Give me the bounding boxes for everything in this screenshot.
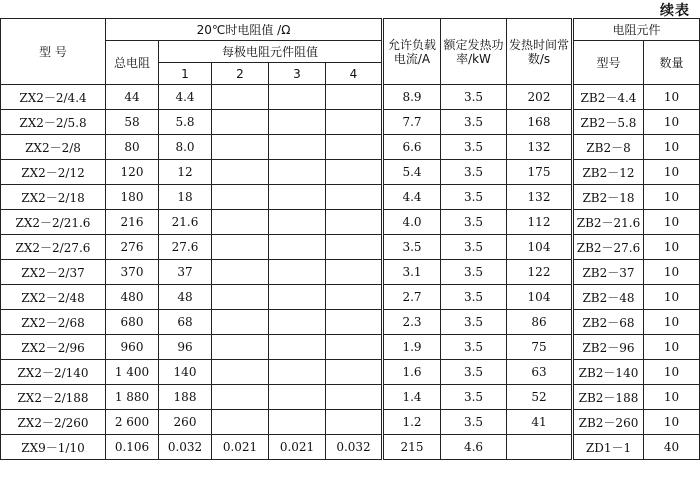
header-stage-1: 1 — [159, 63, 212, 85]
cell-total-resistance: 180 — [106, 185, 159, 210]
cell-total-resistance: 80 — [106, 135, 159, 160]
cell-quantity: 40 — [644, 435, 700, 460]
table-row — [1, 310, 700, 335]
cell-model: ZX2－2/5.8 — [1, 110, 106, 135]
cell-time-constant: 168 — [507, 110, 573, 135]
cell-quantity: 10 — [644, 160, 700, 185]
cell-rated-power: 3.5 — [441, 135, 507, 160]
table-row — [1, 110, 700, 135]
cell-stage-3 — [269, 235, 326, 260]
cell-stage-2 — [212, 285, 269, 310]
cell-rated-power: 3.5 — [441, 185, 507, 210]
cell-time-constant: 75 — [507, 335, 573, 360]
table-row — [1, 410, 700, 435]
cell-time-constant: 122 — [507, 260, 573, 285]
cell-total-resistance: 480 — [106, 285, 159, 310]
cell-allowed-current: 1.4 — [383, 385, 441, 410]
cell-model: ZX2－2/12 — [1, 160, 106, 185]
cell-time-constant: 104 — [507, 285, 573, 310]
header-per-stage-group: 每极电阻元件阻值 — [159, 41, 383, 63]
cell-allowed-current: 8.9 — [383, 85, 441, 110]
cell-total-resistance: 1 880 — [106, 385, 159, 410]
cell-stage-2 — [212, 85, 269, 110]
cell-element-model: ZB2－4.4 — [573, 85, 644, 110]
cell-time-constant: 41 — [507, 410, 573, 435]
cell-model: ZX2－2/18 — [1, 185, 106, 210]
cell-total-resistance: 0.106 — [106, 435, 159, 460]
cell-quantity: 10 — [644, 360, 700, 385]
cell-allowed-current: 3.5 — [383, 235, 441, 260]
cell-time-constant: 52 — [507, 385, 573, 410]
cell-allowed-current: 2.3 — [383, 310, 441, 335]
cell-total-resistance: 276 — [106, 235, 159, 260]
cell-allowed-current: 7.7 — [383, 110, 441, 135]
cell-rated-power: 3.5 — [441, 410, 507, 435]
cell-stage-2 — [212, 210, 269, 235]
cell-model: ZX2－2/27.6 — [1, 235, 106, 260]
cell-time-constant: 86 — [507, 310, 573, 335]
cell-stage-1: 0.032 — [159, 435, 212, 460]
cell-stage-3 — [269, 110, 326, 135]
table-row — [1, 260, 700, 285]
cell-stage-1: 188 — [159, 385, 212, 410]
table-row — [1, 335, 700, 360]
cell-stage-1: 12 — [159, 160, 212, 185]
cell-element-model: ZB2－18 — [573, 185, 644, 210]
cell-quantity: 10 — [644, 260, 700, 285]
cell-total-resistance: 58 — [106, 110, 159, 135]
cell-stage-3 — [269, 310, 326, 335]
cell-allowed-current: 1.9 — [383, 335, 441, 360]
cell-element-model: ZD1－1 — [573, 435, 644, 460]
cell-element-model: ZB2－5.8 — [573, 110, 644, 135]
cell-stage-4 — [326, 335, 383, 360]
cell-stage-1: 140 — [159, 360, 212, 385]
cell-quantity: 10 — [644, 310, 700, 335]
cell-total-resistance: 370 — [106, 260, 159, 285]
cell-element-model: ZB2－96 — [573, 335, 644, 360]
cell-model: ZX2－2/260 — [1, 410, 106, 435]
table-row — [1, 235, 700, 260]
cell-quantity: 10 — [644, 210, 700, 235]
cell-stage-4 — [326, 360, 383, 385]
cell-stage-2 — [212, 310, 269, 335]
cell-stage-4 — [326, 85, 383, 110]
cell-stage-3 — [269, 410, 326, 435]
header-stage-3: 3 — [269, 63, 326, 85]
cell-stage-2: 0.021 — [212, 435, 269, 460]
cell-time-constant: 104 — [507, 235, 573, 260]
cell-time-constant: 132 — [507, 185, 573, 210]
cell-stage-4 — [326, 285, 383, 310]
cell-rated-power: 3.5 — [441, 110, 507, 135]
cell-rated-power: 3.5 — [441, 385, 507, 410]
cell-model: ZX2－2/48 — [1, 285, 106, 310]
cell-element-model: ZB2－188 — [573, 385, 644, 410]
cell-stage-1: 21.6 — [159, 210, 212, 235]
cell-element-model: ZB2－8 — [573, 135, 644, 160]
cell-stage-3 — [269, 85, 326, 110]
table-row — [1, 160, 700, 185]
cell-quantity: 10 — [644, 410, 700, 435]
cell-element-model: ZB2－260 — [573, 410, 644, 435]
table-row — [1, 185, 700, 210]
cell-stage-2 — [212, 160, 269, 185]
header-stage-2: 2 — [212, 63, 269, 85]
cell-stage-1: 260 — [159, 410, 212, 435]
table-row — [1, 85, 700, 110]
cell-allowed-current: 1.6 — [383, 360, 441, 385]
header-total-resistance: 总电阻 — [106, 41, 159, 85]
cell-stage-4 — [326, 160, 383, 185]
cell-stage-1: 48 — [159, 285, 212, 310]
cell-rated-power: 3.5 — [441, 335, 507, 360]
cell-stage-3 — [269, 210, 326, 235]
table-row — [1, 360, 700, 385]
cell-stage-1: 96 — [159, 335, 212, 360]
cell-stage-1: 27.6 — [159, 235, 212, 260]
table-row — [1, 135, 700, 160]
cell-stage-1: 4.4 — [159, 85, 212, 110]
cell-model: ZX2－2/8 — [1, 135, 106, 160]
cell-allowed-current: 5.4 — [383, 160, 441, 185]
cell-stage-3 — [269, 335, 326, 360]
cell-stage-4 — [326, 310, 383, 335]
cell-element-model: ZB2－12 — [573, 160, 644, 185]
cell-stage-2 — [212, 410, 269, 435]
cell-allowed-current: 4.4 — [383, 185, 441, 210]
cell-stage-1: 18 — [159, 185, 212, 210]
cell-stage-4 — [326, 260, 383, 285]
cell-total-resistance: 680 — [106, 310, 159, 335]
continued-label: 续表 — [660, 3, 690, 19]
cell-rated-power: 3.5 — [441, 210, 507, 235]
cell-time-constant: 175 — [507, 160, 573, 185]
cell-rated-power: 3.5 — [441, 360, 507, 385]
cell-model: ZX9－1/10 — [1, 435, 106, 460]
cell-element-model: ZB2－68 — [573, 310, 644, 335]
cell-stage-4 — [326, 185, 383, 210]
cell-total-resistance: 1 400 — [106, 360, 159, 385]
header-allowed-current — [383, 19, 441, 85]
header-model: 型 号 — [1, 19, 106, 85]
cell-rated-power: 3.5 — [441, 310, 507, 335]
cell-total-resistance: 216 — [106, 210, 159, 235]
cell-time-constant: 63 — [507, 360, 573, 385]
cell-model: ZX2－2/96 — [1, 335, 106, 360]
cell-total-resistance: 2 600 — [106, 410, 159, 435]
cell-stage-4 — [326, 410, 383, 435]
cell-stage-3 — [269, 360, 326, 385]
cell-rated-power: 3.5 — [441, 285, 507, 310]
cell-stage-4 — [326, 210, 383, 235]
header-element-group: 电阻元件 — [573, 19, 700, 41]
cell-stage-4 — [326, 110, 383, 135]
header-resistance-group: 20℃时电阻值 /Ω — [106, 19, 383, 41]
cell-stage-1: 68 — [159, 310, 212, 335]
header-rated-power — [441, 19, 507, 85]
header-quantity: 数量 — [644, 41, 700, 85]
cell-stage-3 — [269, 260, 326, 285]
header-time-constant — [507, 19, 573, 85]
cell-quantity: 10 — [644, 335, 700, 360]
cell-model: ZX2－2/21.6 — [1, 210, 106, 235]
cell-time-constant: 112 — [507, 210, 573, 235]
cell-quantity: 10 — [644, 285, 700, 310]
cell-stage-2 — [212, 135, 269, 160]
cell-stage-4 — [326, 385, 383, 410]
cell-rated-power: 3.5 — [441, 160, 507, 185]
table-row — [1, 285, 700, 310]
cell-element-model: ZB2－48 — [573, 285, 644, 310]
table-row — [1, 435, 700, 460]
cell-stage-4: 0.032 — [326, 435, 383, 460]
cell-allowed-current: 3.1 — [383, 260, 441, 285]
cell-stage-3: 0.021 — [269, 435, 326, 460]
resistor-spec-table — [0, 18, 700, 460]
cell-quantity: 10 — [644, 110, 700, 135]
cell-element-model: ZB2－21.6 — [573, 210, 644, 235]
cell-model: ZX2－2/4.4 — [1, 85, 106, 110]
cell-time-constant — [507, 435, 573, 460]
cell-stage-4 — [326, 135, 383, 160]
cell-stage-4 — [326, 235, 383, 260]
cell-rated-power: 3.5 — [441, 85, 507, 110]
cell-stage-2 — [212, 235, 269, 260]
cell-total-resistance: 44 — [106, 85, 159, 110]
cell-stage-2 — [212, 385, 269, 410]
cell-element-model: ZB2－27.6 — [573, 235, 644, 260]
cell-quantity: 10 — [644, 85, 700, 110]
header-time-constant-text: 发热时间常数/s — [508, 37, 569, 66]
table-row — [1, 385, 700, 410]
header-rated-power-text: 额定发热功率/kW — [443, 37, 504, 66]
cell-allowed-current: 1.2 — [383, 410, 441, 435]
cell-stage-3 — [269, 185, 326, 210]
cell-total-resistance: 960 — [106, 335, 159, 360]
cell-quantity: 10 — [644, 185, 700, 210]
cell-allowed-current: 2.7 — [383, 285, 441, 310]
table-body — [1, 85, 700, 460]
header-stage-4: 4 — [326, 63, 383, 85]
cell-stage-3 — [269, 135, 326, 160]
cell-stage-2 — [212, 260, 269, 285]
cell-quantity: 10 — [644, 235, 700, 260]
cell-stage-1: 37 — [159, 260, 212, 285]
cell-time-constant: 202 — [507, 85, 573, 110]
cell-model: ZX2－2/140 — [1, 360, 106, 385]
cell-stage-3 — [269, 385, 326, 410]
cell-allowed-current: 6.6 — [383, 135, 441, 160]
cell-model: ZX2－2/37 — [1, 260, 106, 285]
cell-stage-1: 5.8 — [159, 110, 212, 135]
cell-allowed-current: 215 — [383, 435, 441, 460]
cell-stage-2 — [212, 360, 269, 385]
cell-allowed-current: 4.0 — [383, 210, 441, 235]
cell-model: ZX2－2/188 — [1, 385, 106, 410]
cell-stage-2 — [212, 335, 269, 360]
cell-time-constant: 132 — [507, 135, 573, 160]
cell-element-model: ZB2－140 — [573, 360, 644, 385]
table-row — [1, 210, 700, 235]
header-allowed-current-text: 允许负载电流/A — [387, 37, 436, 66]
cell-rated-power: 3.5 — [441, 260, 507, 285]
cell-element-model: ZB2－37 — [573, 260, 644, 285]
cell-model: ZX2－2/68 — [1, 310, 106, 335]
cell-rated-power: 3.5 — [441, 235, 507, 260]
cell-rated-power: 4.6 — [441, 435, 507, 460]
cell-total-resistance: 120 — [106, 160, 159, 185]
cell-stage-3 — [269, 285, 326, 310]
cell-stage-3 — [269, 160, 326, 185]
cell-stage-1: 8.0 — [159, 135, 212, 160]
cell-quantity: 10 — [644, 385, 700, 410]
header-element-model: 型号 — [573, 41, 644, 85]
cell-stage-2 — [212, 110, 269, 135]
cell-stage-2 — [212, 185, 269, 210]
cell-quantity: 10 — [644, 135, 700, 160]
